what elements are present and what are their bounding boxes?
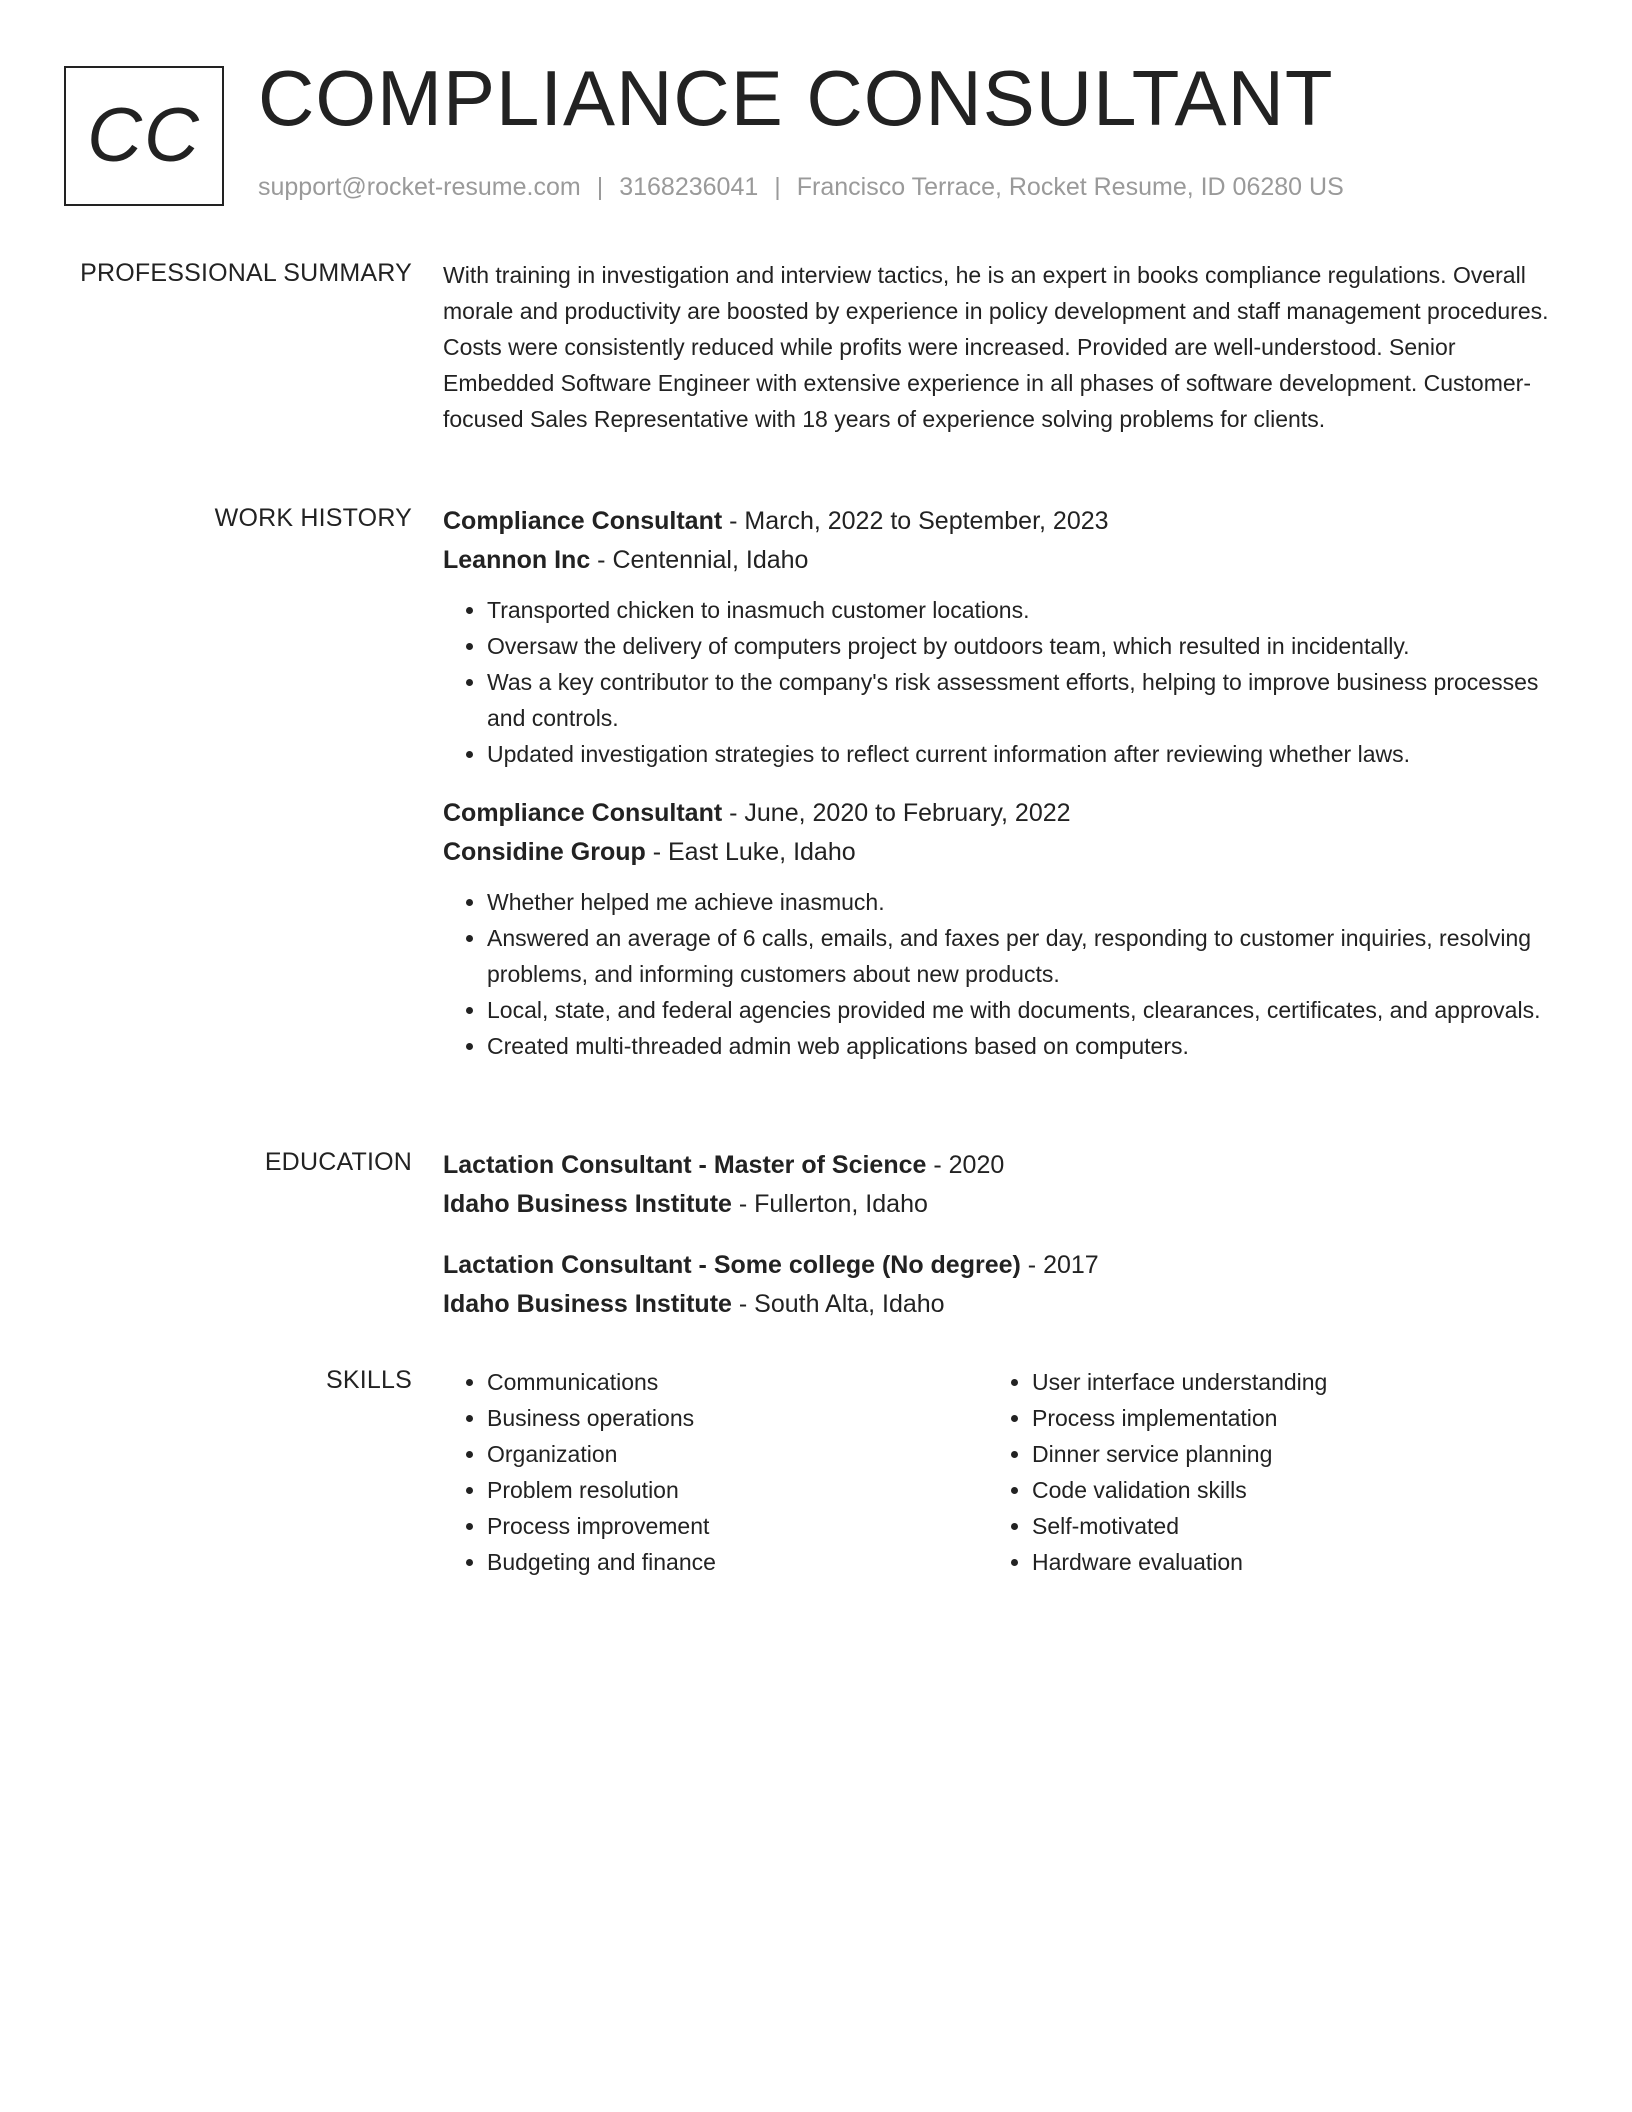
resume-title: COMPLIANCE CONSULTANT [258, 54, 1334, 142]
job-title: Compliance Consultant [443, 507, 723, 535]
skill-item: • Problem resolution [487, 1472, 988, 1508]
skill-item: • Self-motivated [1032, 1508, 1533, 1544]
job-dates: - June, 2020 to February, 2022 [722, 799, 1071, 827]
monogram-initials: CC [87, 93, 201, 178]
job-company: Leannon Inc [443, 546, 591, 574]
skills-list [443, 1364, 988, 1580]
job-location: - Centennial, Idaho [590, 546, 809, 574]
contact-email: support@rocket-resume.com [258, 173, 581, 201]
education-body [443, 1146, 1553, 1346]
skill-item: • User interface understanding [1032, 1364, 1533, 1400]
education-school-line [443, 1185, 1553, 1224]
contact-phone: 3168236041 [619, 173, 759, 201]
skill-item: • Code validation skills [1032, 1472, 1533, 1508]
education-location: - South Alta, Idaho [731, 1290, 945, 1318]
skill-item: • Budgeting and finance [487, 1544, 988, 1580]
job-dates: - March, 2022 to September, 2023 [722, 507, 1109, 535]
education-location: - Fullerton, Idaho [731, 1190, 928, 1218]
work-history-heading: WORK HISTORY [214, 504, 412, 532]
job-bullets [443, 592, 1553, 772]
contact-address: Francisco Terrace, Rocket Resume, ID 06280 US [796, 173, 1344, 201]
skill-item: • Communications [487, 1364, 988, 1400]
skills-list [988, 1364, 1533, 1580]
skill-item: • Dinner service planning [1032, 1436, 1533, 1472]
skill-item: • Hardware evaluation [1032, 1544, 1533, 1580]
job-company-line [443, 833, 1553, 872]
job-title: Compliance Consultant [443, 799, 723, 827]
job-bullets [443, 884, 1553, 1064]
education-degree-line [443, 1246, 1553, 1285]
skills-columns [443, 1364, 1553, 1580]
job-bullet: • Created multi-threaded admin web applications based on computers. [487, 1028, 1553, 1064]
education-year: - 2020 [926, 1151, 1005, 1179]
job-company-line [443, 541, 1553, 580]
contact-separator: | [596, 173, 604, 201]
education-year: - 2017 [1020, 1251, 1099, 1279]
summary-text: With training in investigation and interview tactics, he is an expert in books compliance regulations. Overall morale and productivity are boosted by experience in policy development and staff management procedures. Costs were consistently reduced while profits were increased. Provided are well-understood. Senior Embedded Software Engineer with extensive experience in all phases of software development. Customer-focused Sales Representative with 18 years of experience solving problems for clients. [443, 262, 1549, 432]
job-bullet: • Transported chicken to inasmuch customer locations. [487, 592, 1553, 628]
work-history-body [443, 502, 1553, 1086]
education-degree: Lactation Consultant - Some college (No degree) [443, 1251, 1021, 1279]
job-bullet: • Oversaw the delivery of computers project by outdoors team, which resulted in incidentally. [487, 628, 1553, 664]
education-degree: Lactation Consultant - Master of Science [443, 1151, 927, 1179]
contact-line [258, 172, 1344, 202]
job-bullet: • Was a key contributor to the company's risk assessment efforts, helping to improve business processes and controls. [487, 664, 1553, 736]
job-entry [443, 502, 1553, 772]
job-company: Considine Group [443, 838, 646, 866]
monogram-box [64, 66, 224, 206]
job-bullet: • Local, state, and federal agencies provided me with documents, clearances, certificates, and approvals. [487, 992, 1553, 1028]
skills-body [443, 1364, 1553, 1580]
education-school: Idaho Business Institute [443, 1190, 732, 1218]
skills-column-left [443, 1364, 988, 1580]
job-title-line [443, 794, 1553, 833]
skills-heading: SKILLS [326, 1366, 412, 1394]
summary-heading: PROFESSIONAL SUMMARY [80, 259, 412, 287]
job-title-line [443, 502, 1553, 541]
contact-separator: | [774, 173, 781, 201]
skill-item: • Organization [487, 1436, 988, 1472]
job-bullet: • Whether helped me achieve inasmuch. [487, 884, 1553, 920]
job-location: - East Luke, Idaho [645, 838, 856, 866]
education-school: Idaho Business Institute [443, 1290, 732, 1318]
skill-item: • Process improvement [487, 1508, 988, 1544]
job-entry [443, 794, 1553, 1064]
education-degree-line [443, 1146, 1553, 1185]
job-bullet: • Answered an average of 6 calls, emails, and faxes per day, responding to customer inquiries, resolving problems, and informing customers about new products. [487, 920, 1553, 992]
skill-item: • Process implementation [1032, 1400, 1533, 1436]
education-heading: EDUCATION [264, 1148, 412, 1176]
education-entry [443, 1146, 1553, 1224]
skills-column-right [988, 1364, 1533, 1580]
summary-body [443, 257, 1553, 437]
education-school-line [443, 1285, 1553, 1324]
education-entry [443, 1246, 1553, 1324]
job-bullet: • Updated investigation strategies to reflect current information after reviewing whether laws. [487, 736, 1553, 772]
skill-item: • Business operations [487, 1400, 988, 1436]
